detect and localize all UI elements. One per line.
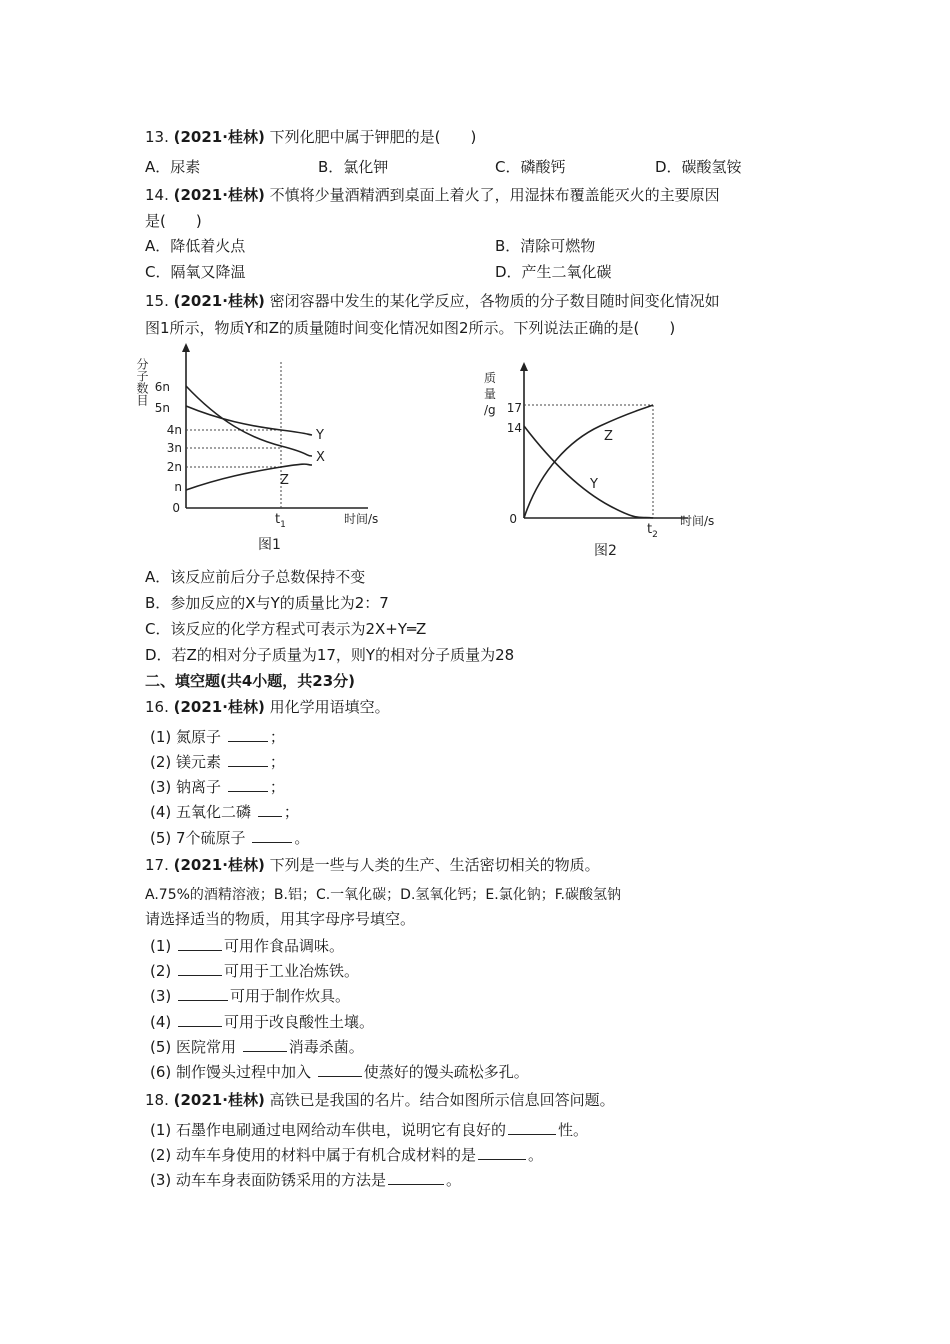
q16-item-4: (4) 五氧化二磷 ； (150, 803, 299, 821)
fig1-xlabel: 时间/s (344, 512, 379, 526)
q18-stem: 18. (2021·桂林) 高铁已是我国的名片。结合如图所示信息回答问题。 (145, 1091, 615, 1109)
q15-option-d: D．若Z的相对分子质量为17，则Y的相对分子质量为28 (145, 646, 515, 664)
q13-option-b: B．氯化钾 (318, 158, 389, 176)
q13-option-a: A．尿素 (145, 158, 201, 176)
q18-item-2: (2) 动车车身使用的材料中属于有机合成材料的是 。 (150, 1146, 544, 1164)
fig1-ytick-6n: 6n (154, 380, 170, 394)
fig1-caption: 图1 (258, 537, 281, 553)
q16-item-2: (2) 镁元素 ； (150, 753, 285, 771)
q17-substance-list: A.75%的酒精溶液；B.铝；C.一氧化碳；D.氢氧化钙；E.氯化钠；F.碳酸氢钠 (145, 887, 621, 903)
fig2-y-arrow (520, 362, 528, 371)
q16-item-5: (5) 7个硫原子 。 (150, 829, 310, 847)
fig1-curve-z (186, 464, 312, 490)
fig2-curve-z (524, 405, 653, 518)
q17-item-1: (1) 可用作食品调味。 (150, 937, 345, 955)
q17-item-5: (5) 医院常用 消毒杀菌。 (150, 1038, 364, 1056)
q16-item-3: (3) 钠离子 ； (150, 778, 285, 796)
fig1-ylabel: 分子数目 (135, 358, 149, 406)
fig2-ylabel-1: 质 (484, 371, 497, 385)
q18-item-3: (3) 动车车身表面防锈采用的方法是 。 (150, 1171, 462, 1189)
source-tag: (2021·桂林) (173, 1091, 265, 1109)
fig1-ytick-4n: 4n (166, 423, 182, 437)
fig2-ylabel-2: 量 (484, 387, 497, 401)
q13-option-c: C．磷酸钙 (495, 158, 566, 176)
answer-blank[interactable] (258, 802, 282, 817)
fig2-label-y: Y (590, 477, 598, 492)
fig1-curve-y (186, 406, 312, 435)
q16-stem: 16. (2021·桂林) 用化学用语填空。 (145, 698, 390, 716)
answer-blank[interactable] (252, 828, 292, 843)
q18-item-1: (1) 石墨作电刷通过电网给动车供电，说明它有良好的 性。 (150, 1121, 589, 1139)
q15-stem: 15. (2021·桂林) 密闭容器中发生的某化学反应，各物质的分子数目随时间变化情况如 (145, 292, 720, 310)
fig2-curve-y (524, 426, 653, 518)
answer-blank[interactable] (228, 727, 268, 742)
section-heading: 二、填空题(共4小题，共23分) (145, 672, 356, 690)
q15-option-b: B．参加反应的X与Y的质量比为2：7 (145, 594, 389, 612)
fig2-xtick-t2: $t_2$ (647, 522, 658, 540)
source-tag: (2021·桂林) (173, 128, 265, 146)
fig2-label-z: Z (604, 429, 613, 444)
answer-blank[interactable] (178, 1012, 222, 1027)
figure-2 (470, 360, 745, 562)
q17-instruction: 请选择适当的物质，用其字母序号填空。 (145, 910, 416, 928)
q13-option-d: D．碳酸氢铵 (655, 158, 742, 176)
q17-item-4: (4) 可用于改良酸性土壤。 (150, 1013, 375, 1031)
answer-blank[interactable] (178, 936, 222, 951)
answer-blank[interactable] (178, 961, 222, 976)
fig1-curve-x (186, 386, 312, 456)
figure-1 (135, 342, 420, 564)
q14-stem: 14. (2021·桂林) 不慎将少量酒精洒到桌面上着火了，用湿抹布覆盖能灭火的主要原因 (145, 186, 720, 204)
q14-option-a: A．降低着火点 (145, 237, 246, 255)
q15-option-a: A．该反应前后分子总数保持不变 (145, 568, 366, 586)
answer-blank[interactable] (508, 1120, 556, 1135)
answer-blank[interactable] (318, 1062, 362, 1077)
q17-item-2: (2) 可用于工业冶炼铁。 (150, 962, 360, 980)
fig1-label-x: X (316, 450, 325, 465)
q14-option-c: C．隔氧又降温 (145, 263, 246, 281)
answer-blank[interactable] (388, 1170, 444, 1185)
fig1-ytick-5n: 5n (154, 401, 170, 415)
answer-blank[interactable] (243, 1037, 287, 1052)
source-tag: (2021·桂林) (173, 292, 265, 310)
fig2-origin: 0 (509, 512, 517, 526)
fig2-caption: 图2 (594, 543, 617, 559)
fig1-ytick-3n: 3n (166, 441, 182, 455)
q14-stem-cont: 是( ) (145, 212, 202, 230)
fig2-ytick-14: 14 (506, 421, 522, 435)
q15-option-c: C．该反应的化学方程式可表示为2X+Y═Z (145, 620, 427, 638)
source-tag: (2021·桂林) (173, 856, 265, 874)
fig1-xtick-t1: $t_1$ (275, 512, 286, 530)
fig1-label-z: Z (280, 473, 289, 488)
q15-stem-cont: 图1所示，物质Y和Z的质量随时间变化情况如图2所示。下列说法正确的是( ) (145, 319, 676, 337)
q17-item-6: (6) 制作馒头过程中加入 使蒸好的馒头疏松多孔。 (150, 1063, 529, 1081)
fig2-ylabel-3: /g (484, 403, 496, 417)
source-tag: (2021·桂林) (173, 698, 265, 716)
source-tag: (2021·桂林) (173, 186, 265, 204)
answer-blank[interactable] (228, 777, 268, 792)
fig1-origin: 0 (172, 501, 180, 515)
q14-option-b: B．清除可燃物 (495, 237, 596, 255)
q14-option-d: D．产生二氧化碳 (495, 263, 612, 281)
q17-item-3: (3) 可用于制作炊具。 (150, 987, 351, 1005)
q13-stem: 13. (2021·桂林) 下列化肥中属于钾肥的是( ) (145, 128, 477, 146)
q16-item-1: (1) 氮原子 ； (150, 728, 285, 746)
answer-blank[interactable] (178, 986, 228, 1001)
fig1-ytick-n: n (174, 480, 182, 494)
fig1-label-y: Y (316, 428, 324, 443)
answer-blank[interactable] (228, 752, 268, 767)
fig2-xlabel: 时间/s (680, 514, 715, 528)
answer-blank[interactable] (478, 1145, 526, 1160)
q17-stem: 17. (2021·桂林) 下列是一些与人类的生产、生活密切相关的物质。 (145, 856, 600, 874)
fig2-ytick-17: 17 (506, 401, 522, 415)
fig1-ytick-2n: 2n (166, 460, 182, 474)
fig1-y-arrow (182, 343, 190, 352)
